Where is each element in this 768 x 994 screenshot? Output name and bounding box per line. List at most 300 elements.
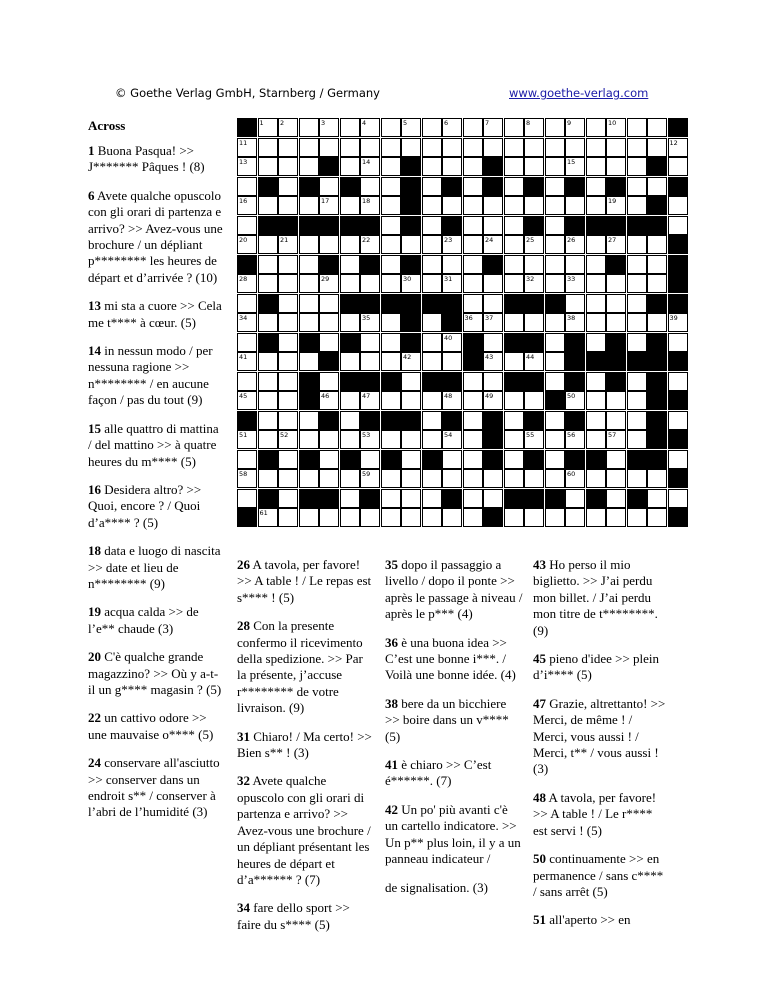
grid-cell[interactable] <box>258 196 278 215</box>
grid-cell[interactable] <box>422 313 442 332</box>
grid-cell[interactable] <box>606 313 626 332</box>
grid-cell[interactable] <box>442 450 462 469</box>
grid-cell[interactable] <box>668 333 688 352</box>
clue-number-label: 3 <box>321 119 326 127</box>
grid-cell[interactable] <box>586 333 606 352</box>
grid-cell[interactable] <box>422 235 442 254</box>
grid-cell[interactable] <box>606 508 626 527</box>
grid-cell[interactable] <box>442 352 462 371</box>
grid-cell[interactable] <box>299 235 319 254</box>
grid-cell[interactable] <box>463 216 483 235</box>
grid-cell[interactable] <box>299 411 319 430</box>
grid-cell[interactable] <box>340 235 360 254</box>
grid-cell[interactable] <box>340 255 360 274</box>
clue-number: 43 <box>533 557 546 572</box>
grid-cell[interactable] <box>237 333 257 352</box>
grid-cell[interactable] <box>627 274 647 293</box>
grid-cell[interactable] <box>504 157 524 176</box>
grid-cell[interactable] <box>299 508 319 527</box>
grid-cell[interactable] <box>545 274 565 293</box>
grid-cell[interactable] <box>237 177 257 196</box>
grid-cell[interactable] <box>422 469 442 488</box>
grid-cell[interactable] <box>381 391 401 410</box>
grid-cell[interactable] <box>381 216 401 235</box>
grid-cell[interactable] <box>258 138 278 157</box>
grid-cell[interactable] <box>586 157 606 176</box>
grid-cell[interactable] <box>299 469 319 488</box>
grid-cell[interactable] <box>340 489 360 508</box>
grid-cell[interactable] <box>586 255 606 274</box>
grid-cell[interactable] <box>545 450 565 469</box>
grid-cell[interactable] <box>278 333 298 352</box>
grid-cell[interactable] <box>545 138 565 157</box>
grid-cell[interactable] <box>422 157 442 176</box>
grid-cell[interactable] <box>586 118 606 137</box>
grid-cell[interactable] <box>299 352 319 371</box>
grid-cell[interactable] <box>586 430 606 449</box>
grid-cell[interactable] <box>627 333 647 352</box>
grid-cell[interactable] <box>586 469 606 488</box>
grid-cell[interactable] <box>299 274 319 293</box>
grid-cell[interactable] <box>606 294 626 313</box>
grid-cell[interactable] <box>606 489 626 508</box>
grid-cell[interactable] <box>504 274 524 293</box>
grid-cell[interactable] <box>381 469 401 488</box>
grid-cell[interactable] <box>545 255 565 274</box>
grid-cell[interactable] <box>278 196 298 215</box>
grid-block <box>319 216 339 235</box>
grid-cell[interactable] <box>504 138 524 157</box>
grid-cell[interactable] <box>627 235 647 254</box>
grid-cell[interactable] <box>545 196 565 215</box>
grid-cell[interactable] <box>668 157 688 176</box>
grid-cell[interactable] <box>524 157 544 176</box>
grid-cell[interactable] <box>483 294 503 313</box>
grid-block <box>319 411 339 430</box>
grid-cell[interactable] <box>668 489 688 508</box>
grid-cell[interactable] <box>647 255 667 274</box>
grid-cell[interactable] <box>483 216 503 235</box>
grid-cell[interactable] <box>463 450 483 469</box>
grid-cell[interactable] <box>463 430 483 449</box>
grid-cell[interactable] <box>504 177 524 196</box>
grid-cell[interactable] <box>504 430 524 449</box>
grid-cell[interactable] <box>422 138 442 157</box>
grid-cell[interactable] <box>360 138 380 157</box>
grid-cell[interactable] <box>278 177 298 196</box>
grid-cell[interactable] <box>606 411 626 430</box>
grid-cell[interactable] <box>299 157 319 176</box>
grid-cell[interactable] <box>586 177 606 196</box>
clue-number-label: 17 <box>321 197 330 205</box>
grid-cell[interactable] <box>401 489 421 508</box>
grid-cell[interactable] <box>278 508 298 527</box>
grid-cell[interactable] <box>606 138 626 157</box>
grid-cell[interactable] <box>647 313 667 332</box>
grid-cell[interactable] <box>463 469 483 488</box>
grid-cell[interactable] <box>524 255 544 274</box>
grid-cell[interactable] <box>586 138 606 157</box>
grid-cell[interactable] <box>463 294 483 313</box>
clue-number: 41 <box>385 757 398 773</box>
grid-cell[interactable] <box>627 411 647 430</box>
grid-cell[interactable] <box>381 235 401 254</box>
grid-cell[interactable] <box>586 274 606 293</box>
grid-cell[interactable] <box>381 274 401 293</box>
grid-cell[interactable] <box>463 235 483 254</box>
grid-cell[interactable] <box>319 469 339 488</box>
grid-cell[interactable] <box>504 411 524 430</box>
grid-cell[interactable] <box>524 391 544 410</box>
grid-cell[interactable] <box>668 450 688 469</box>
grid-block <box>606 352 626 371</box>
grid-cell[interactable] <box>422 489 442 508</box>
grid-cell[interactable] <box>401 138 421 157</box>
grid-cell[interactable] <box>545 216 565 235</box>
grid-cell[interactable] <box>627 372 647 391</box>
grid-cell[interactable] <box>668 216 688 235</box>
grid-cell[interactable] <box>340 157 360 176</box>
grid-cell[interactable] <box>627 177 647 196</box>
grid-cell[interactable] <box>381 177 401 196</box>
grid-cell[interactable] <box>319 450 339 469</box>
grid-cell[interactable] <box>586 196 606 215</box>
grid-cell[interactable] <box>340 274 360 293</box>
grid-cell[interactable] <box>278 255 298 274</box>
grid-cell[interactable] <box>422 196 442 215</box>
grid-cell[interactable] <box>278 372 298 391</box>
grid-cell[interactable] <box>299 255 319 274</box>
grid-block <box>381 372 401 391</box>
grid-cell[interactable] <box>463 372 483 391</box>
grid-cell[interactable] <box>483 333 503 352</box>
grid-cell[interactable] <box>627 430 647 449</box>
grid-cell[interactable] <box>586 235 606 254</box>
grid-cell[interactable] <box>401 430 421 449</box>
grid-cell[interactable] <box>442 508 462 527</box>
grid-cell[interactable] <box>606 469 626 488</box>
grid-cell[interactable] <box>463 508 483 527</box>
grid-cell[interactable] <box>668 196 688 215</box>
grid-cell[interactable] <box>360 274 380 293</box>
grid-cell[interactable] <box>463 255 483 274</box>
grid-cell[interactable] <box>647 508 667 527</box>
grid-cell[interactable] <box>381 430 401 449</box>
grid-cell[interactable] <box>545 469 565 488</box>
grid-cell[interactable] <box>340 118 360 137</box>
grid-cell[interactable] <box>545 333 565 352</box>
grid-cell[interactable] <box>627 255 647 274</box>
website-link[interactable]: www.goethe-verlag.com <box>509 86 649 100</box>
grid-cell[interactable] <box>545 118 565 137</box>
grid-cell[interactable] <box>442 138 462 157</box>
grid-cell[interactable] <box>606 450 626 469</box>
grid-cell[interactable] <box>442 469 462 488</box>
grid-cell[interactable] <box>319 333 339 352</box>
grid-cell[interactable] <box>422 333 442 352</box>
grid-cell[interactable] <box>401 508 421 527</box>
grid-cell[interactable] <box>483 489 503 508</box>
grid-cell[interactable] <box>299 118 319 137</box>
clue-number: 24 <box>88 755 101 771</box>
grid-cell[interactable] <box>381 138 401 157</box>
grid-block <box>668 118 688 137</box>
grid-block <box>442 294 462 313</box>
grid-cell[interactable] <box>278 391 298 410</box>
grid-cell[interactable] <box>647 177 667 196</box>
grid-cell[interactable] <box>258 274 278 293</box>
grid-cell[interactable] <box>545 235 565 254</box>
grid-cell[interactable] <box>463 118 483 137</box>
grid-cell[interactable] <box>258 235 278 254</box>
grid-cell[interactable] <box>278 450 298 469</box>
grid-block <box>360 294 380 313</box>
grid-cell[interactable] <box>422 391 442 410</box>
grid-cell[interactable] <box>545 352 565 371</box>
grid-cell[interactable] <box>565 489 585 508</box>
grid-cell[interactable] <box>340 196 360 215</box>
grid-cell[interactable] <box>278 294 298 313</box>
grid-cell[interactable] <box>319 372 339 391</box>
grid-cell[interactable] <box>278 352 298 371</box>
grid-cell[interactable] <box>524 138 544 157</box>
grid-cell[interactable] <box>504 352 524 371</box>
grid-cell[interactable] <box>278 411 298 430</box>
grid-cell[interactable] <box>545 372 565 391</box>
clue-item <box>88 343 224 409</box>
grid-cell[interactable] <box>278 313 298 332</box>
grid-cell[interactable] <box>524 469 544 488</box>
grid-cell[interactable] <box>463 138 483 157</box>
clue-number-label: 35 <box>362 314 371 322</box>
grid-cell[interactable] <box>422 118 442 137</box>
grid-cell[interactable] <box>340 138 360 157</box>
grid-cell[interactable] <box>381 352 401 371</box>
grid-cell[interactable] <box>586 313 606 332</box>
grid-cell[interactable] <box>565 508 585 527</box>
grid-cell[interactable] <box>627 196 647 215</box>
grid-cell[interactable] <box>504 255 524 274</box>
grid-cell[interactable] <box>422 430 442 449</box>
grid-cell[interactable] <box>401 391 421 410</box>
grid-cell[interactable] <box>319 313 339 332</box>
grid-cell[interactable] <box>258 411 278 430</box>
grid-cell[interactable] <box>647 274 667 293</box>
grid-cell[interactable] <box>463 489 483 508</box>
grid-cell[interactable] <box>627 313 647 332</box>
grid-cell[interactable] <box>668 372 688 391</box>
grid-cell[interactable] <box>565 138 585 157</box>
grid-cell[interactable] <box>422 216 442 235</box>
grid-cell[interactable] <box>524 508 544 527</box>
grid-cell[interactable] <box>360 177 380 196</box>
grid-cell[interactable] <box>340 469 360 488</box>
grid-cell[interactable] <box>340 391 360 410</box>
grid-cell[interactable] <box>278 489 298 508</box>
grid-cell[interactable] <box>647 118 667 137</box>
grid-cell[interactable] <box>237 450 257 469</box>
grid-cell[interactable] <box>381 196 401 215</box>
grid-block <box>299 333 319 352</box>
grid-cell[interactable] <box>360 333 380 352</box>
grid-cell[interactable] <box>278 138 298 157</box>
grid-cell[interactable] <box>319 138 339 157</box>
grid-cell[interactable] <box>258 469 278 488</box>
grid-cell[interactable] <box>442 157 462 176</box>
clue-item <box>385 635 523 684</box>
across-heading: Across <box>88 118 126 133</box>
grid-cell[interactable] <box>504 508 524 527</box>
grid-cell[interactable] <box>606 391 626 410</box>
grid-cell[interactable] <box>606 157 626 176</box>
grid-cell[interactable] <box>319 294 339 313</box>
grid-cell[interactable] <box>545 177 565 196</box>
grid-cell[interactable] <box>647 489 667 508</box>
grid-cell[interactable] <box>504 196 524 215</box>
grid-cell[interactable] <box>606 274 626 293</box>
grid-block <box>483 255 503 274</box>
grid-cell[interactable] <box>299 430 319 449</box>
grid-cell[interactable] <box>381 489 401 508</box>
grid-cell[interactable] <box>258 157 278 176</box>
grid-cell[interactable] <box>340 411 360 430</box>
grid-cell[interactable] <box>504 216 524 235</box>
grid-cell[interactable] <box>586 372 606 391</box>
grid-cell[interactable] <box>422 177 442 196</box>
grid-cell[interactable] <box>504 313 524 332</box>
grid-cell[interactable] <box>463 391 483 410</box>
clue-text: mi sta a cuore >> Cela me t**** à cœur. (5) <box>88 298 222 330</box>
grid-cell[interactable] <box>483 469 503 488</box>
grid-cell[interactable] <box>401 450 421 469</box>
grid-cell[interactable] <box>627 138 647 157</box>
grid-cell[interactable] <box>319 508 339 527</box>
grid-cell[interactable] <box>463 157 483 176</box>
grid-cell[interactable] <box>258 352 278 371</box>
clue-number-label: 11 <box>239 138 248 147</box>
grid-cell[interactable] <box>627 118 647 137</box>
grid-cell[interactable] <box>422 352 442 371</box>
grid-cell[interactable] <box>545 411 565 430</box>
grid-cell[interactable] <box>340 313 360 332</box>
grid-block <box>401 177 421 196</box>
grid-cell[interactable] <box>422 274 442 293</box>
grid-cell[interactable] <box>504 391 524 410</box>
grid-cell[interactable] <box>504 450 524 469</box>
grid-cell[interactable] <box>627 157 647 176</box>
grid-cell[interactable] <box>340 430 360 449</box>
grid-cell[interactable] <box>442 255 462 274</box>
grid-cell[interactable] <box>504 235 524 254</box>
grid-cell[interactable] <box>299 138 319 157</box>
grid-cell[interactable] <box>483 274 503 293</box>
grid-cell[interactable] <box>381 313 401 332</box>
grid-cell[interactable] <box>463 177 483 196</box>
grid-cell[interactable] <box>463 411 483 430</box>
grid-cell[interactable] <box>647 235 667 254</box>
grid-cell[interactable] <box>319 235 339 254</box>
grid-cell[interactable] <box>422 508 442 527</box>
grid-cell[interactable] <box>545 157 565 176</box>
grid-cell[interactable] <box>627 391 647 410</box>
grid-cell[interactable] <box>381 333 401 352</box>
grid-cell[interactable] <box>340 508 360 527</box>
grid-cell[interactable] <box>319 430 339 449</box>
grid-cell[interactable] <box>668 411 688 430</box>
grid-cell[interactable] <box>545 430 565 449</box>
grid-cell[interactable] <box>237 294 257 313</box>
grid-cell[interactable] <box>299 313 319 332</box>
grid-cell[interactable] <box>545 508 565 527</box>
grid-cell[interactable] <box>422 255 442 274</box>
grid-cell[interactable] <box>586 294 606 313</box>
grid-cell[interactable] <box>278 469 298 488</box>
grid-cell[interactable] <box>381 157 401 176</box>
grid-cell[interactable] <box>237 372 257 391</box>
grid-cell[interactable] <box>360 508 380 527</box>
grid-cell[interactable] <box>258 255 278 274</box>
grid-cell[interactable] <box>360 450 380 469</box>
grid-cell[interactable] <box>565 196 585 215</box>
grid-cell[interactable] <box>586 508 606 527</box>
grid-cell[interactable] <box>401 235 421 254</box>
grid-cell[interactable] <box>586 391 606 410</box>
grid-cell[interactable] <box>340 352 360 371</box>
grid-cell[interactable] <box>504 118 524 137</box>
grid-cell[interactable] <box>299 196 319 215</box>
grid-cell[interactable] <box>237 489 257 508</box>
grid-cell[interactable] <box>237 216 257 235</box>
grid-cell[interactable] <box>401 372 421 391</box>
grid-cell[interactable] <box>627 508 647 527</box>
grid-cell[interactable] <box>524 313 544 332</box>
grid-cell[interactable] <box>565 255 585 274</box>
grid-cell[interactable] <box>258 430 278 449</box>
grid-cell[interactable] <box>258 372 278 391</box>
grid-block <box>340 216 360 235</box>
grid-cell[interactable] <box>647 138 667 157</box>
grid-cell[interactable] <box>278 274 298 293</box>
grid-cell[interactable] <box>463 274 483 293</box>
clue-number-label: 1 <box>259 119 264 127</box>
grid-cell[interactable] <box>647 469 667 488</box>
grid-cell[interactable] <box>483 138 503 157</box>
grid-cell[interactable] <box>627 469 647 488</box>
grid-cell[interactable] <box>442 196 462 215</box>
grid-cell[interactable] <box>422 411 442 430</box>
grid-cell[interactable] <box>483 196 503 215</box>
grid-cell[interactable] <box>524 196 544 215</box>
grid-cell[interactable] <box>401 469 421 488</box>
grid-cell[interactable] <box>299 294 319 313</box>
grid-cell[interactable] <box>381 508 401 527</box>
grid-cell[interactable] <box>586 411 606 430</box>
grid-cell[interactable] <box>360 352 380 371</box>
grid-cell[interactable] <box>381 118 401 137</box>
grid-cell[interactable] <box>258 391 278 410</box>
grid-cell[interactable] <box>483 372 503 391</box>
grid-cell[interactable] <box>627 294 647 313</box>
grid-cell[interactable] <box>278 157 298 176</box>
grid-cell[interactable] <box>463 196 483 215</box>
grid-block <box>381 294 401 313</box>
grid-cell[interactable] <box>258 313 278 332</box>
grid-cell[interactable] <box>545 313 565 332</box>
grid-cell[interactable] <box>504 469 524 488</box>
grid-cell[interactable] <box>381 255 401 274</box>
grid-cell[interactable] <box>565 294 585 313</box>
grid-cell[interactable] <box>319 177 339 196</box>
